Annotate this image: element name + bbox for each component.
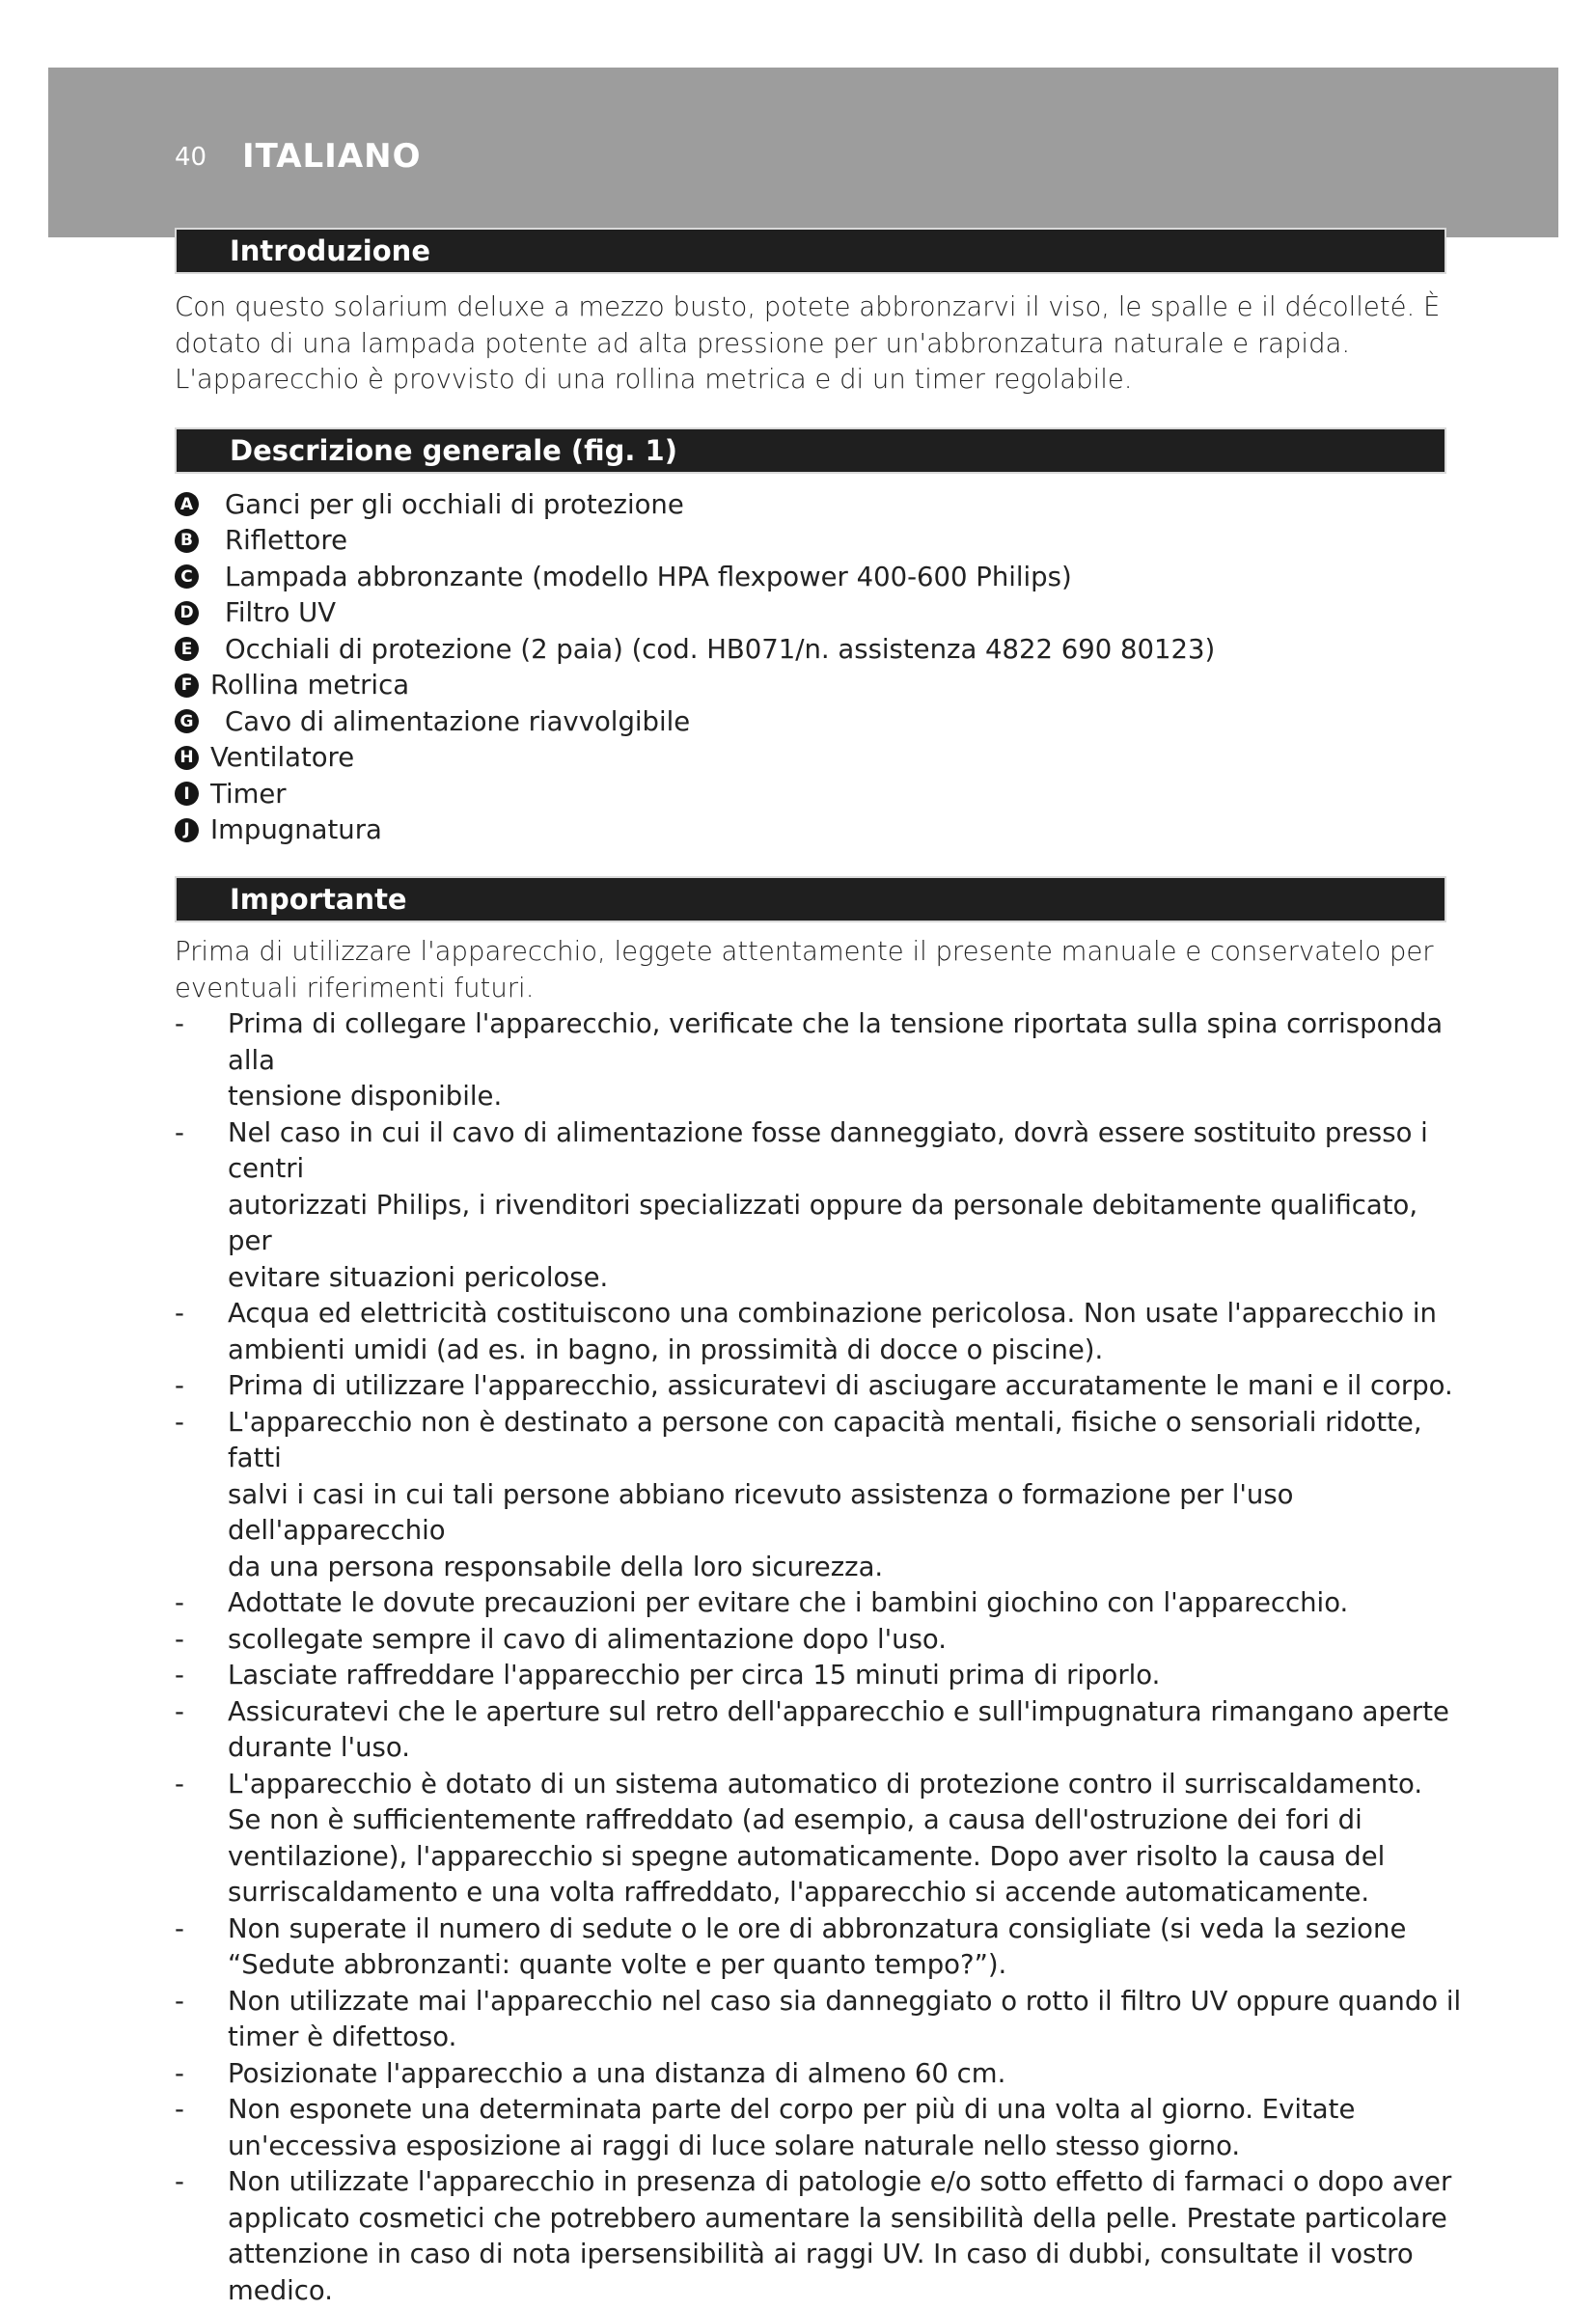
text-line: eventuali riferimenti futuri. (175, 972, 535, 1003)
bullet-dash: - (175, 1768, 184, 1800)
part-label: Occhiali di protezione (2 paia) (cod. HB071/n. assistenza 4822 690 80123) (225, 633, 1216, 665)
bullet-dash: - (175, 1587, 184, 1618)
letter-j-icon: J (175, 818, 199, 842)
list-item (175, 2164, 1468, 2309)
bullet-dash: - (175, 1298, 184, 1329)
list-item (175, 1585, 1468, 1622)
text-line: Lasciate raffreddare l'apparecchio per circa 15 minuti prima di riporlo. (228, 1660, 1161, 1691)
list-item (175, 523, 1468, 560)
part-label: Timer (210, 778, 287, 810)
list-item (175, 1405, 1468, 1586)
text-line: Assicuratevi che le aperture sul retro dell'apparecchio e sull'impugnatura rimangano aperte (228, 1695, 1449, 1727)
text-line: Se non è sufficientemente raffreddato (ad esempio, a causa dell'ostruzione dei fori di (228, 1804, 1362, 1835)
text-line: surriscaldamento e una volta raffreddato, l'apparecchio si accende automaticamente. (228, 1877, 1370, 1908)
list-item (175, 1767, 1468, 1911)
text-line: evitare situazioni pericolose. (228, 1261, 609, 1293)
list-item (175, 1658, 1468, 1694)
bullet-dash: - (175, 1370, 184, 1401)
letter-c-icon: C (175, 564, 199, 589)
page-language-title: ITALIANO (242, 137, 422, 176)
letter-f-icon: F (175, 673, 199, 698)
text-line: dotato di una lampada potente ad alta pressione per un'abbronzatura naturale e rapida. (175, 327, 1351, 359)
part-label: Lampada abbronzante (modello HPA flexpower 400-600 Philips) (225, 561, 1072, 592)
letter-b-icon: B (175, 529, 199, 553)
bullet-dash: - (175, 2057, 184, 2089)
text-line: durante l'uso. (228, 1732, 410, 1763)
list-item (175, 812, 1468, 849)
important-intro-paragraph (175, 934, 1468, 1006)
list-item (175, 1984, 1468, 2056)
text-line: Non esponete una determinata parte del corpo per più di una volta al giorno. Evitate (228, 2094, 1356, 2125)
text-line: Prima di utilizzare l'apparecchio, leggete attentamente il presente manuale e conservatelo per (175, 936, 1434, 967)
text-line: ambienti umidi (ad es. in bagno, in prossimità di docce o piscine). (228, 1333, 1104, 1365)
part-label: Ganci per gli occhiali di protezione (225, 488, 684, 520)
part-label: Ventilatore (210, 742, 355, 774)
list-item (175, 486, 1468, 523)
text-line: da una persona responsabile della loro sicurezza. (228, 1551, 884, 1582)
text-line: L'apparecchio è dotato di un sistema automatico di protezione contro il surriscaldamento. (228, 1768, 1423, 1800)
text-line: applicato cosmetici che potrebbero aumentare la sensibilità della pelle. Prestate particolare (228, 2202, 1447, 2234)
list-item (175, 1911, 1468, 1984)
bullet-dash: - (175, 1116, 184, 1148)
letter-d-icon: D (175, 601, 199, 625)
section-title: Importante (230, 883, 407, 916)
section-title: Introduzione (230, 234, 430, 267)
text-line: Prima di utilizzare l'apparecchio, assicuratevi di asciugare accuratamente le mani e il corpo. (228, 1370, 1453, 1401)
list-item (175, 559, 1468, 595)
bullet-dash: - (175, 1985, 184, 2017)
list-item (175, 595, 1468, 632)
text-line: Posizionate l'apparecchio a una distanza di almeno 60 cm. (228, 2057, 1006, 2089)
letter-i-icon: I (175, 782, 199, 806)
bullet-dash: - (175, 1912, 184, 1944)
list-item (175, 1115, 1468, 1297)
text-line: un'eccessiva esposizione ai raggi di luce solare naturale nello stesso giorno. (228, 2130, 1241, 2161)
section-header-intro (175, 228, 1446, 274)
safety-bullet-list (175, 1006, 1468, 2309)
section-header-overview (175, 427, 1446, 474)
text-line: Prima di collegare l'apparecchio, verificate che la tensione riportata sulla spina corrisponda alla (228, 1008, 1444, 1076)
text-line: Acqua ed elettricità costituiscono una combinazione pericolosa. Non usate l'apparecchio in (228, 1298, 1437, 1329)
text-line: L'apparecchio non è destinato a persone con capacità mentali, fisiche o sensoriali ridotte, fatti (228, 1406, 1422, 1473)
text-line: scollegate sempre il cavo di alimentazione dopo l'uso. (228, 1623, 947, 1655)
list-item (175, 1694, 1468, 1767)
letter-e-icon: E (175, 637, 199, 661)
text-line: Con questo solarium deluxe a mezzo busto, potete abbronzarvi il viso, le spalle e il décolleté. È (175, 291, 1441, 322)
list-item (175, 631, 1468, 668)
bullet-dash: - (175, 2166, 184, 2197)
part-label: Rollina metrica (210, 670, 410, 701)
bullet-dash: - (175, 1695, 184, 1727)
text-line: autorizzati Philips, i rivenditori specializzati oppure da personale debitamente qualificato, per (228, 1189, 1418, 1256)
bullet-dash: - (175, 1623, 184, 1655)
text-line: “Sedute abbronzanti: quante volte e per quanto tempo?”). (228, 1949, 1007, 1980)
text-line: timer è difettoso. (228, 2021, 457, 2052)
text-line: Nel caso in cui il cavo di alimentazione fosse danneggiato, dovrà essere sostituito presso i centri (228, 1116, 1428, 1184)
text-line: Adottate le dovute precauzioni per evitare che i bambini giochino con l'apparecchio. (228, 1587, 1349, 1618)
section-title: Descrizione generale (fig. 1) (230, 434, 677, 467)
list-item (175, 740, 1468, 777)
parts-list (175, 486, 1468, 848)
part-label: Riflettore (225, 525, 347, 557)
list-item (175, 776, 1468, 812)
list-item (175, 1622, 1468, 1659)
text-line: ventilazione), l'apparecchio si spegne automaticamente. Dopo aver risolto la causa del (228, 1840, 1386, 1872)
section-header-important (175, 876, 1446, 922)
list-item (175, 1368, 1468, 1405)
letter-g-icon: G (175, 709, 199, 733)
list-item (175, 668, 1468, 704)
list-item (175, 2056, 1468, 2093)
intro-paragraph (175, 289, 1468, 399)
part-label: Impugnatura (210, 814, 382, 846)
part-label: Filtro UV (225, 597, 337, 629)
part-label: Cavo di alimentazione riavvolgibile (225, 705, 691, 737)
bullet-dash: - (175, 1008, 184, 1039)
text-line: salvi i casi in cui tali persone abbiano ricevuto assistenza o formazione per l'uso dell'apparecchio (228, 1478, 1294, 1546)
text-line: tensione disponibile. (228, 1081, 503, 1112)
letter-a-icon: A (175, 492, 199, 516)
page-number: 40 (175, 143, 207, 172)
letter-h-icon: H (175, 746, 199, 770)
list-item (175, 1006, 1468, 1115)
bullet-dash: - (175, 1406, 184, 1438)
bullet-dash: - (175, 2094, 184, 2125)
text-line: attenzione in caso di nota ipersensibilità ai raggi UV. In caso di dubbi, consultate il vostro medico. (228, 2239, 1414, 2306)
list-item (175, 2092, 1468, 2164)
text-line: Non utilizzate mai l'apparecchio nel caso sia danneggiato o rotto il filtro UV oppure quando il (228, 1985, 1462, 2017)
list-item (175, 1296, 1468, 1368)
bullet-dash: - (175, 1660, 184, 1691)
list-item (175, 703, 1468, 740)
text-line: Non utilizzate l'apparecchio in presenza di patologie e/o sotto effetto di farmaci o dopo aver (228, 2166, 1452, 2197)
text-line: Non superate il numero di sedute o le ore di abbronzatura consigliate (si veda la sezione (228, 1912, 1407, 1944)
text-line: L'apparecchio è provvisto di una rollina metrica e di un timer regolabile. (175, 364, 1133, 395)
